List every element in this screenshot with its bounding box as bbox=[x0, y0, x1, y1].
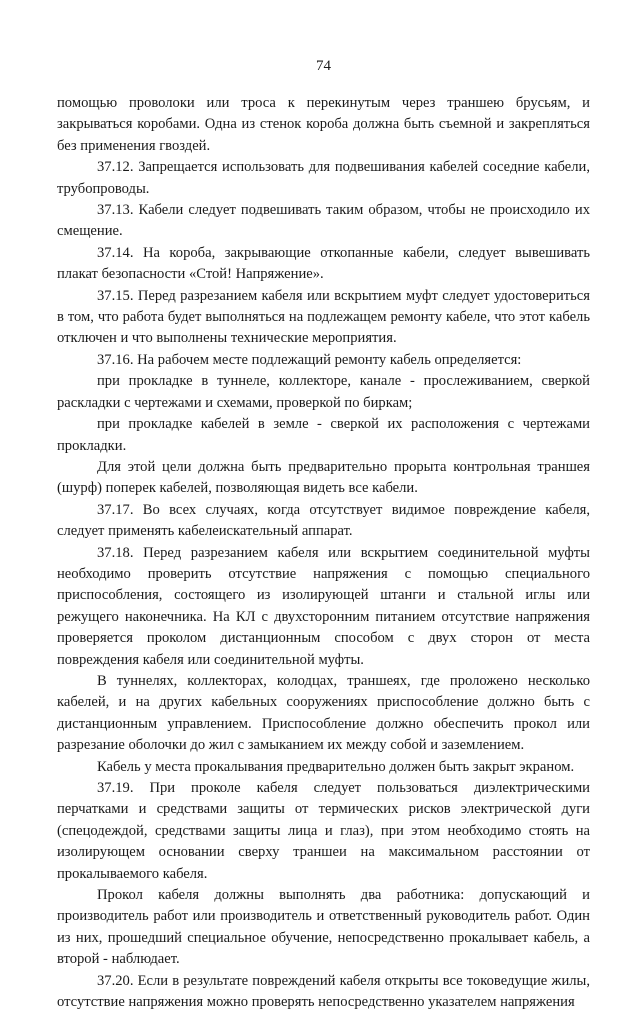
paragraph: Кабель у места прокалывания предварительно должен быть закрыт экраном. bbox=[97, 758, 575, 775]
paragraph: 37.19. При проколе кабеля следует пользоваться диэлектрическими перчатками и средствами защиты от термических рисков электрической дуги (спецодеждой, средствами защиты лица и глаз), при этом необходимо стоять на изолирующем основании сверху траншеи на максимальном расстоянии от прокалываемого кабеля. bbox=[57, 780, 590, 882]
paragraph: при прокладке в туннеле, коллекторе, канале - прослеживанием, сверкой раскладки с чертежами и схемами, проверкой по биркам; bbox=[57, 373, 590, 411]
paragraph: 37.20. Если в результате повреждений кабеля открыты все токоведущие жилы, отсутствие напряжения можно проверять непосредственно указателем напряжения bbox=[57, 972, 590, 1011]
paragraph: при прокладке кабелей в земле - сверкой их расположения с чертежами прокладки. bbox=[57, 416, 590, 454]
page-number: 74 bbox=[316, 58, 331, 74]
paragraph: 37.17. Во всех случаях, когда отсутствует видимое повреждение кабеля, следует применять кабелеискательный аппарат. bbox=[57, 501, 590, 540]
paragraph: 37.12. Запрещается использовать для подвешивания кабелей соседние кабели, трубопроводы. bbox=[57, 159, 590, 197]
paragraph: Для этой цели должна быть предварительно прорыта контрольная траншея (шурф) поперек кабелей, позволяющая видеть все кабели. bbox=[57, 458, 590, 497]
paragraph: 37.13. Кабели следует подвешивать таким образом, чтобы не происходило их смещение. bbox=[57, 202, 590, 240]
paragraph: 37.15. Перед разрезанием кабеля или вскрытием муфт следует удостовериться в том, что работа будет выполняться на подлежащем ремонту кабеле, что этот кабель отключен и что выполнены технические мероприятия. bbox=[57, 287, 590, 347]
paragraph: Прокол кабеля должны выполнять два работника: допускающий и производитель работ или производитель и ответственный руководитель работ. Один из них, прошедший специальное обучение, непосредственно прокалывает кабель, а второй - наблюдает. bbox=[57, 887, 590, 968]
paragraph: помощью проволоки или троса к перекинутым через траншею брусьям, и закрываться коробами. Одна из стенок короба должна быть съемной и закрепляться без применения гвоздей. bbox=[57, 95, 590, 154]
paragraph: 37.14. На короба, закрывающие откопанные кабели, следует вывешивать плакат безопасности «Стой! Напряжение». bbox=[57, 244, 590, 283]
document-body bbox=[57, 93, 590, 1013]
paragraph: 37.18. Перед разрезанием кабеля или вскрытием соединительной муфты необходимо проверить отсутствие напряжения с помощью специального приспособления, состоящего из изолирующей штанги и стальной иглы или режущего наконечника. На КЛ с двухсторонним питанием отсутствие напряжения проверяется проколом дистанционным способом с двух сторон от места повреждения кабеля или соединительной муфты. bbox=[57, 544, 590, 668]
paragraph: В туннелях, коллекторах, колодцах, траншеях, где проложено несколько кабелей, и на других кабельных сооружениях приспособление должно быть с дистанционным управлением. Приспособление должно обеспечить прокол или разрезание оболочки до жил с замыканием их между собой и заземлением. bbox=[57, 672, 590, 754]
paragraph: 37.16. На рабочем месте подлежащий ремонту кабель определяется: bbox=[97, 351, 522, 368]
